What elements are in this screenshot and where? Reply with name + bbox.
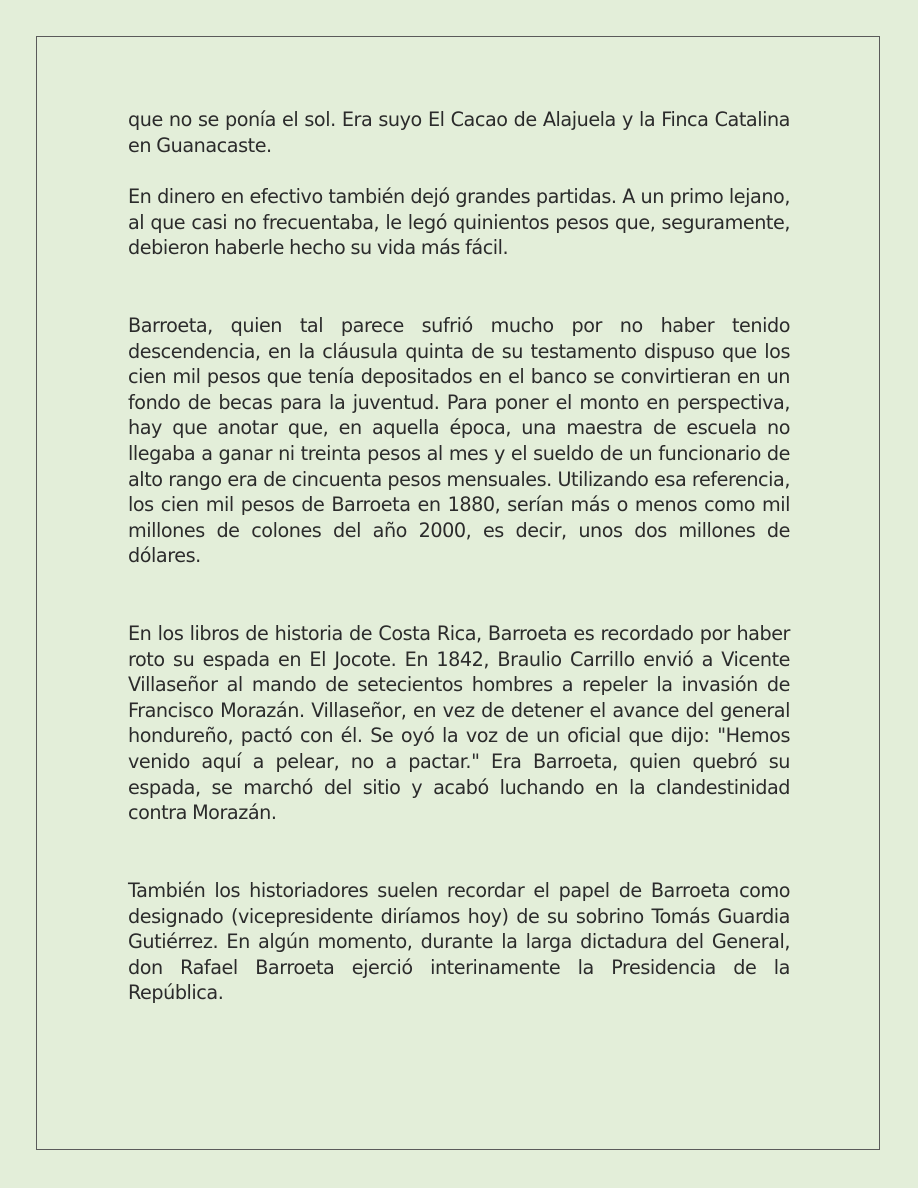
paragraph-2: En dinero en efectivo también dejó grandes partidas. A un primo lejano, al que casi no frecuentaba, le legó quinientos pesos que, seguramente, debieron haberle hecho su vida más fácil. bbox=[128, 185, 790, 260]
paragraph-4: En los libros de historia de Costa Rica, Barroeta es recordado por haber roto su espada en El Jocote. En 1842, Braulio Carrillo envió a Vicente Villaseñor al mando de setecientos hombres a repeler la invasión de Francisco Morazán. Villaseñor, en vez de detener el avance del general hondureño, pactó con él. Se oyó la voz de un oficial que dijo: "Hemos venido aquí a pelear, no a pactar." Era Barroeta, quien quebró su espada, se marchó del sitio y acabó luchando en la clandestinidad contra Morazán. bbox=[128, 622, 790, 825]
paragraph-1: que no se ponía el sol. Era suyo El Cacao de Alajuela y la Finca Catalina en Guanacaste. bbox=[128, 108, 790, 157]
paragraph-3: Barroeta, quien tal parece sufrió mucho por no haber tenido descendencia, en la cláusula quinta de su testamento dispuso que los cien mil pesos que tenía depositados en el banco se convirtieran en un fondo de becas para la juventud. Para poner el monto en perspectiva, hay que anotar que, en aquella época, una maestra de escuela no llegaba a ganar ni treinta pesos al mes y el sueldo de un funcionario de alto rango era de cincuenta pesos mensuales. Utilizando esa referencia, los cien mil pesos de Barroeta en 1880, serían más o menos como mil millones de colones del año 2000, es decir, unos dos millones de dólares. bbox=[128, 314, 790, 568]
paragraph-5: También los historiadores suelen recordar el papel de Barroeta como designado (vicepresidente diríamos hoy) de su sobrino Tomás Guardia Gutiérrez. En algún momento, durante la larga dictadura del General, don Rafael Barroeta ejerció interinamente la Presidencia de la República. bbox=[128, 879, 790, 1005]
